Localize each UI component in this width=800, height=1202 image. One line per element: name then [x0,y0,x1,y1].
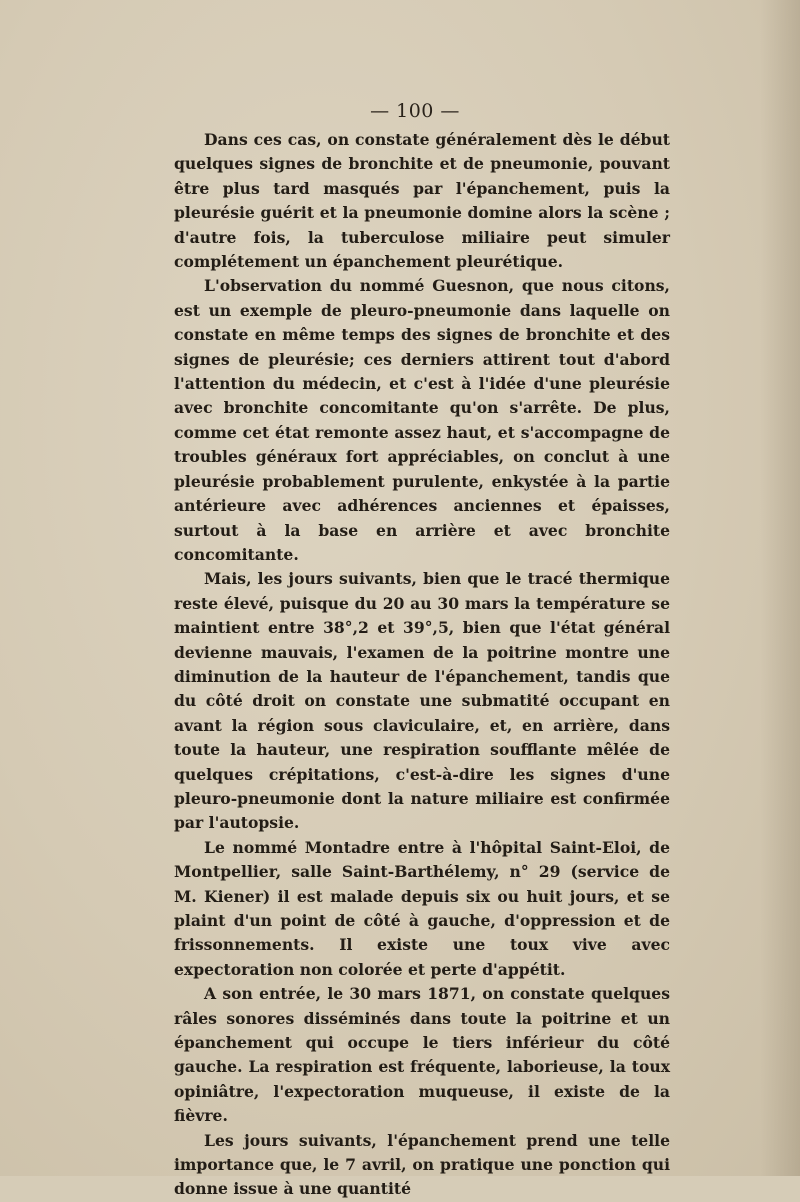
paragraph-5: A son entrée, le 30 mars 1871, on constate quelques râles sonores disséminés dans toute la poitrine et un épanchement qui occupe le tiers inférieur du côté gauche. La respiration est fréquente, laborieuse, la toux opiniâtre, l'expectoration muqueuse, il existe de la fièvre. [174,984,670,1126]
body-text [174,128,670,1202]
paragraph-3: Mais, les jours suivants, bien que le tracé thermique reste élevé, puisque du 20 au 30 mars la température se maintient entre 38°,2 et 39°,5, bien que l'état général devienne mauvais, l'examen de la poitrine montre une diminution de la hauteur de l'épanchement, tandis que du côté droit on constate une submatité occupant en avant la région sous claviculaire, et, en arrière, dans toute la hauteur, une respiration soufflante mêlée de quelques crépitations, c'est-à-dire les signes d'une pleuro-pneumonie dont la nature miliaire est confirmée par l'autopsie. [174,569,670,833]
paragraph-6: Les jours suivants, l'épanchement prend une telle importance que, le 7 avril, on pratique une ponction qui donne issue à une quantité [174,1130,670,1199]
page-number: — 100 — [370,100,460,122]
paragraph-4: Le nommé Montadre entre à l'hôpital Saint-Eloi, de Montpellier, salle Saint-Barthélemy, n° 29 (service de M. Kiener) il est malade depuis six ou huit jours, et se plaint d'un point de côté à gauche, d'oppression et de frissonnements. Il existe une toux vive avec expectoration non colorée et perte d'appétit. [174,837,670,979]
paragraph-2: L'observation du nommé Guesnon, que nous citons, est un exemple de pleuro-pneumonie dans laquelle on constate en même temps des signes de bronchite et des signes de pleurésie; ces derniers attirent tout d'abord l'attention du médecin, et c'est à l'idée d'une pleurésie avec bronchite concomitante qu'on s'arrête. De plus, comme cet état remonte assez haut, et s'accompagne de troubles généraux fort appréciables, on conclut à une pleurésie probablement purulente, enkystée à la partie antérieure avec adhérences anciennes et épaisses, surtout à la base en arrière et avec bronchite concomitante. [174,276,670,564]
paragraph-1: Dans ces cas, on constate généralement dès le début quelques signes de bronchite et de pneumonie, pouvant être plus tard masqués par l'épanchement, puis la pleurésie guérit et la pneumonie domine alors la scène ; d'autre fois, la tuberculose miliaire peut simuler complétement un épanchement pleurétique. [174,130,670,272]
page-edge-shadow [760,0,800,1176]
